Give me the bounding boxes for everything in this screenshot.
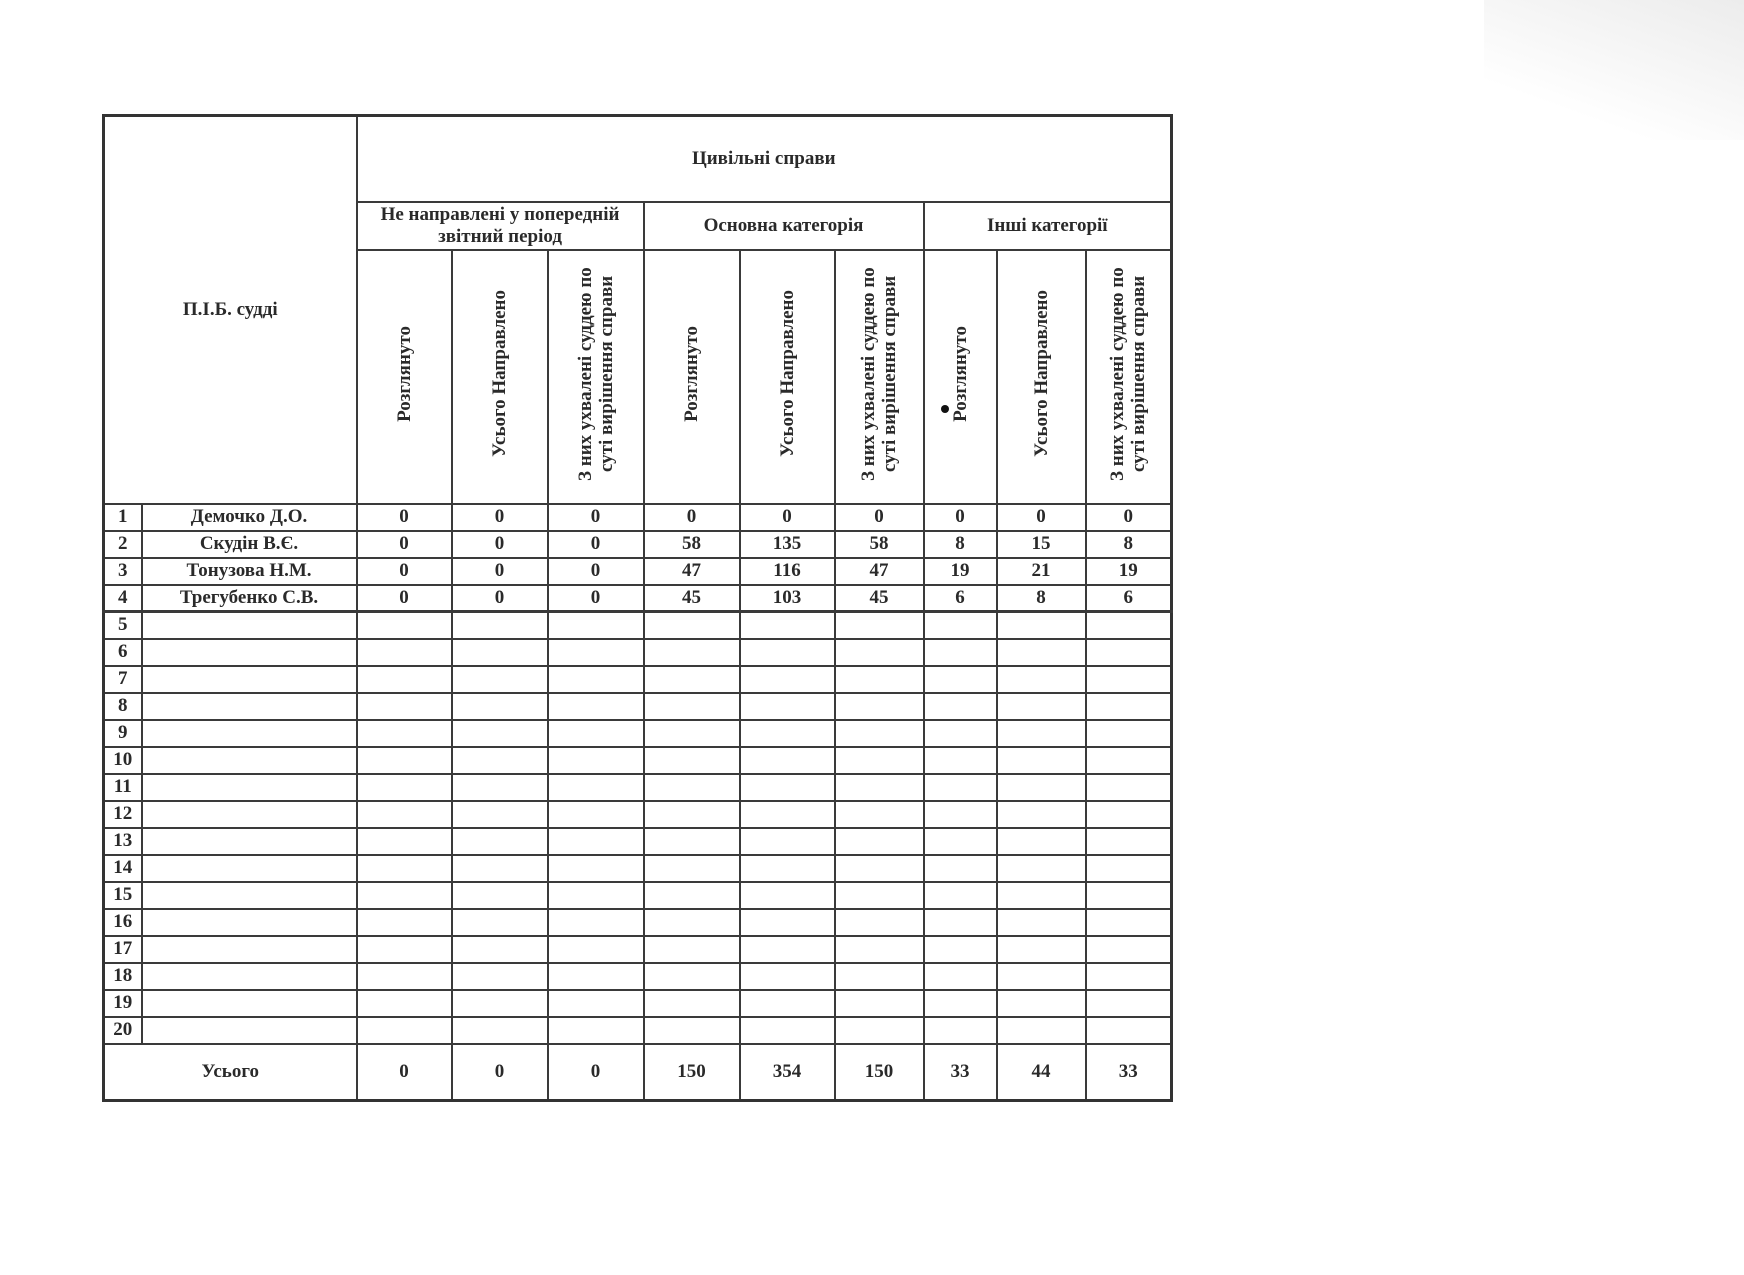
value-cell xyxy=(548,990,644,1017)
value-cell xyxy=(357,1017,452,1044)
value-cell xyxy=(644,720,740,747)
value-cell: 19 xyxy=(1086,558,1172,585)
value-cell: 0 xyxy=(357,504,452,531)
value-cell xyxy=(548,666,644,693)
value-cell: 47 xyxy=(835,558,924,585)
value-cell xyxy=(924,720,997,747)
value-cell xyxy=(644,990,740,1017)
value-cell: 0 xyxy=(548,504,644,531)
value-cell xyxy=(548,747,644,774)
total-cell: 0 xyxy=(357,1044,452,1101)
value-cell xyxy=(740,639,835,666)
value-cell xyxy=(452,693,548,720)
value-cell xyxy=(357,990,452,1017)
value-cell xyxy=(924,666,997,693)
judge-name xyxy=(142,963,357,990)
table-row xyxy=(104,801,1172,828)
row-number: 4 xyxy=(104,585,142,612)
value-cell xyxy=(1086,747,1172,774)
judge-name xyxy=(142,909,357,936)
col-total-sent-header: Усього Направлено xyxy=(740,250,835,504)
total-label: Усього xyxy=(104,1044,357,1101)
judge-name xyxy=(142,828,357,855)
value-cell xyxy=(548,1017,644,1044)
value-cell xyxy=(740,747,835,774)
value-cell xyxy=(1086,963,1172,990)
value-cell xyxy=(835,720,924,747)
value-cell: 0 xyxy=(452,585,548,612)
value-cell xyxy=(644,1017,740,1044)
value-cell xyxy=(924,963,997,990)
table-row xyxy=(104,747,1172,774)
value-cell xyxy=(740,828,835,855)
table-row xyxy=(104,990,1172,1017)
row-number: 17 xyxy=(104,936,142,963)
value-cell xyxy=(644,693,740,720)
judge-name xyxy=(142,882,357,909)
value-cell: 0 xyxy=(835,504,924,531)
col-decided-header: З них ухвалені суддею по суті вирішення справи xyxy=(835,250,924,504)
total-cell: 33 xyxy=(1086,1044,1172,1101)
value-cell: 6 xyxy=(1086,585,1172,612)
table-body xyxy=(104,504,1172,1044)
value-cell xyxy=(644,747,740,774)
group-main-category-header: Основна категорія xyxy=(644,202,924,250)
value-cell xyxy=(924,747,997,774)
table-footer xyxy=(104,1044,1172,1101)
value-cell xyxy=(835,1017,924,1044)
value-cell: 8 xyxy=(1086,531,1172,558)
value-cell xyxy=(997,963,1086,990)
value-cell xyxy=(548,963,644,990)
total-cell: 0 xyxy=(452,1044,548,1101)
row-number: 19 xyxy=(104,990,142,1017)
row-number: 2 xyxy=(104,531,142,558)
row-number: 1 xyxy=(104,504,142,531)
value-cell: 0 xyxy=(357,558,452,585)
value-cell xyxy=(548,828,644,855)
value-cell xyxy=(644,828,740,855)
value-cell xyxy=(452,639,548,666)
value-cell xyxy=(1086,990,1172,1017)
judge-name: Тонузова Н.М. xyxy=(142,558,357,585)
value-cell xyxy=(997,882,1086,909)
judge-name: Трегубенко С.В. xyxy=(142,585,357,612)
value-cell: 103 xyxy=(740,585,835,612)
value-cell xyxy=(1086,720,1172,747)
value-cell xyxy=(1086,936,1172,963)
value-cell: 0 xyxy=(997,504,1086,531)
value-cell xyxy=(452,909,548,936)
judge-name xyxy=(142,1017,357,1044)
value-cell xyxy=(924,774,997,801)
value-cell xyxy=(740,1017,835,1044)
value-cell xyxy=(997,747,1086,774)
value-cell xyxy=(835,774,924,801)
row-number: 10 xyxy=(104,747,142,774)
col-decided-header: З них ухвалені суддею по суті вирішення справи xyxy=(1086,250,1172,504)
value-cell: 58 xyxy=(644,531,740,558)
value-cell xyxy=(924,936,997,963)
table-row xyxy=(104,828,1172,855)
value-cell xyxy=(740,936,835,963)
value-cell xyxy=(835,612,924,639)
value-cell xyxy=(548,720,644,747)
value-cell xyxy=(548,693,644,720)
value-cell xyxy=(548,774,644,801)
value-cell xyxy=(1086,909,1172,936)
value-cell: 8 xyxy=(997,585,1086,612)
table-row xyxy=(104,666,1172,693)
value-cell xyxy=(924,639,997,666)
judge-name xyxy=(142,720,357,747)
value-cell xyxy=(924,693,997,720)
value-cell xyxy=(835,828,924,855)
judges-civil-cases-table xyxy=(102,114,1173,1102)
value-cell xyxy=(644,936,740,963)
value-cell xyxy=(644,801,740,828)
value-cell xyxy=(997,774,1086,801)
value-cell xyxy=(452,720,548,747)
col-decided-header: З них ухвалені суддею по суті вирішення справи xyxy=(548,250,644,504)
table-row xyxy=(104,558,1172,585)
judge-name xyxy=(142,639,357,666)
value-cell xyxy=(997,720,1086,747)
value-cell xyxy=(357,909,452,936)
value-cell xyxy=(644,612,740,639)
value-cell xyxy=(357,639,452,666)
value-cell xyxy=(835,990,924,1017)
judge-name xyxy=(142,747,357,774)
value-cell xyxy=(548,936,644,963)
table-header xyxy=(104,116,1172,504)
total-cell: 354 xyxy=(740,1044,835,1101)
value-cell xyxy=(740,612,835,639)
value-cell xyxy=(997,909,1086,936)
row-number: 9 xyxy=(104,720,142,747)
value-cell xyxy=(835,882,924,909)
value-cell xyxy=(740,774,835,801)
value-cell xyxy=(644,963,740,990)
value-cell xyxy=(835,936,924,963)
total-cell: 33 xyxy=(924,1044,997,1101)
value-cell xyxy=(997,936,1086,963)
value-cell xyxy=(924,990,997,1017)
value-cell: 0 xyxy=(548,558,644,585)
value-cell xyxy=(452,936,548,963)
table-row xyxy=(104,531,1172,558)
table-row xyxy=(104,1017,1172,1044)
col-total-sent-header: Усього Направлено xyxy=(997,250,1086,504)
value-cell: 0 xyxy=(1086,504,1172,531)
table-row xyxy=(104,585,1172,612)
value-cell xyxy=(1086,855,1172,882)
value-cell xyxy=(548,801,644,828)
value-cell xyxy=(452,1017,548,1044)
value-cell xyxy=(835,909,924,936)
value-cell xyxy=(835,747,924,774)
row-number: 13 xyxy=(104,828,142,855)
judge-name: Скудін В.Є. xyxy=(142,531,357,558)
value-cell xyxy=(357,882,452,909)
value-cell xyxy=(357,963,452,990)
judge-name-header: П.І.Б. судді xyxy=(104,116,357,504)
total-cell: 150 xyxy=(644,1044,740,1101)
value-cell: 0 xyxy=(452,504,548,531)
value-cell xyxy=(740,882,835,909)
value-cell xyxy=(644,666,740,693)
value-cell xyxy=(357,828,452,855)
value-cell xyxy=(644,855,740,882)
value-cell: 6 xyxy=(924,585,997,612)
value-cell xyxy=(644,882,740,909)
value-cell xyxy=(452,666,548,693)
value-cell: 21 xyxy=(997,558,1086,585)
value-cell xyxy=(644,909,740,936)
value-cell xyxy=(924,855,997,882)
row-number: 12 xyxy=(104,801,142,828)
value-cell xyxy=(1086,639,1172,666)
group-other-categories-header: Інші категорії xyxy=(924,202,1172,250)
value-cell xyxy=(644,774,740,801)
value-cell xyxy=(835,963,924,990)
value-cell xyxy=(835,666,924,693)
value-cell xyxy=(997,828,1086,855)
judge-name xyxy=(142,612,357,639)
value-cell xyxy=(740,963,835,990)
value-cell: 47 xyxy=(644,558,740,585)
value-cell xyxy=(1086,801,1172,828)
value-cell xyxy=(357,801,452,828)
value-cell xyxy=(924,882,997,909)
table-row xyxy=(104,882,1172,909)
value-cell xyxy=(835,801,924,828)
value-cell xyxy=(357,666,452,693)
value-cell xyxy=(997,1017,1086,1044)
value-cell xyxy=(357,855,452,882)
total-cell: 0 xyxy=(548,1044,644,1101)
value-cell xyxy=(997,693,1086,720)
value-cell xyxy=(357,612,452,639)
table-row xyxy=(104,612,1172,639)
row-number: 3 xyxy=(104,558,142,585)
row-number: 8 xyxy=(104,693,142,720)
value-cell xyxy=(997,666,1086,693)
table-row xyxy=(104,504,1172,531)
value-cell xyxy=(1086,612,1172,639)
table-row xyxy=(104,909,1172,936)
total-cell: 150 xyxy=(835,1044,924,1101)
row-number: 5 xyxy=(104,612,142,639)
table-row xyxy=(104,774,1172,801)
value-cell xyxy=(357,936,452,963)
value-cell xyxy=(1086,774,1172,801)
value-cell xyxy=(357,774,452,801)
value-cell xyxy=(740,666,835,693)
scan-shading xyxy=(1484,0,1744,140)
row-number: 20 xyxy=(104,1017,142,1044)
value-cell xyxy=(452,612,548,639)
value-cell xyxy=(452,801,548,828)
value-cell xyxy=(740,990,835,1017)
value-cell: 0 xyxy=(644,504,740,531)
value-cell: 0 xyxy=(740,504,835,531)
table-row xyxy=(104,639,1172,666)
value-cell xyxy=(452,774,548,801)
row-number: 16 xyxy=(104,909,142,936)
value-cell: 0 xyxy=(548,531,644,558)
value-cell xyxy=(452,855,548,882)
value-cell xyxy=(452,747,548,774)
table-row xyxy=(104,720,1172,747)
value-cell: 58 xyxy=(835,531,924,558)
value-cell: 45 xyxy=(644,585,740,612)
value-cell xyxy=(548,639,644,666)
value-cell: 116 xyxy=(740,558,835,585)
value-cell xyxy=(644,639,740,666)
judge-name xyxy=(142,666,357,693)
value-cell xyxy=(1086,1017,1172,1044)
value-cell xyxy=(1086,828,1172,855)
value-cell xyxy=(548,612,644,639)
value-cell xyxy=(452,882,548,909)
judge-name: Демочко Д.О. xyxy=(142,504,357,531)
value-cell xyxy=(924,801,997,828)
value-cell xyxy=(835,639,924,666)
value-cell: 0 xyxy=(452,558,548,585)
row-number: 14 xyxy=(104,855,142,882)
table-row xyxy=(104,936,1172,963)
value-cell xyxy=(740,693,835,720)
value-cell: 15 xyxy=(997,531,1086,558)
value-cell xyxy=(740,801,835,828)
value-cell: 19 xyxy=(924,558,997,585)
judge-name xyxy=(142,990,357,1017)
judge-name xyxy=(142,855,357,882)
total-cell: 44 xyxy=(997,1044,1086,1101)
value-cell: 0 xyxy=(452,531,548,558)
table-row xyxy=(104,693,1172,720)
col-total-sent-header: Усього Направлено xyxy=(452,250,548,504)
total-row xyxy=(104,1044,1172,1101)
value-cell xyxy=(924,612,997,639)
value-cell: 0 xyxy=(357,585,452,612)
value-cell xyxy=(1086,693,1172,720)
value-cell: 0 xyxy=(924,504,997,531)
value-cell xyxy=(835,855,924,882)
value-cell xyxy=(740,720,835,747)
value-cell xyxy=(997,612,1086,639)
value-cell xyxy=(1086,666,1172,693)
col-reviewed-header: Розглянуто xyxy=(357,250,452,504)
value-cell xyxy=(357,693,452,720)
row-number: 6 xyxy=(104,639,142,666)
value-cell: 0 xyxy=(357,531,452,558)
value-cell xyxy=(835,693,924,720)
value-cell xyxy=(740,909,835,936)
value-cell: 45 xyxy=(835,585,924,612)
value-cell xyxy=(740,855,835,882)
row-number: 11 xyxy=(104,774,142,801)
value-cell xyxy=(997,801,1086,828)
row-number: 7 xyxy=(104,666,142,693)
value-cell xyxy=(548,909,644,936)
value-cell: 8 xyxy=(924,531,997,558)
col-reviewed-header: Розглянуто xyxy=(924,250,997,504)
row-number: 15 xyxy=(104,882,142,909)
value-cell xyxy=(357,747,452,774)
row-number: 18 xyxy=(104,963,142,990)
value-cell xyxy=(924,1017,997,1044)
value-cell xyxy=(924,909,997,936)
col-reviewed-header: Розглянуто xyxy=(644,250,740,504)
group-not-sent-header: Не направлені у попередній звітний період xyxy=(357,202,644,250)
judge-name xyxy=(142,936,357,963)
value-cell xyxy=(997,990,1086,1017)
value-cell xyxy=(924,828,997,855)
judge-name xyxy=(142,693,357,720)
value-cell: 0 xyxy=(548,585,644,612)
value-cell xyxy=(548,855,644,882)
civil-cases-header: Цивільні справи xyxy=(357,116,1172,202)
value-cell xyxy=(1086,882,1172,909)
value-cell xyxy=(452,828,548,855)
judge-name xyxy=(142,801,357,828)
judge-name xyxy=(142,774,357,801)
value-cell xyxy=(548,882,644,909)
value-cell: 135 xyxy=(740,531,835,558)
value-cell xyxy=(452,990,548,1017)
value-cell xyxy=(997,855,1086,882)
table-row xyxy=(104,855,1172,882)
table-row xyxy=(104,963,1172,990)
value-cell xyxy=(452,963,548,990)
value-cell xyxy=(357,720,452,747)
value-cell xyxy=(997,639,1086,666)
